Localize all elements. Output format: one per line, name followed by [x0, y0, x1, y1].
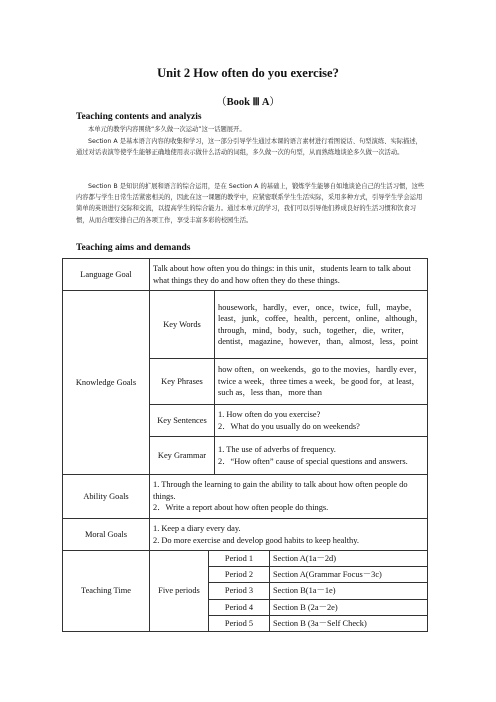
language-goal-text: Talk about how often you do things: in this unit，students learn to talk about what things they do and how often they do these things. [150, 259, 428, 291]
moral-goal-line: 1. Keep a diary every day. [153, 524, 241, 533]
aims-table [62, 258, 428, 632]
period-label: Period 2 [209, 567, 270, 583]
period-content: Section A(1a－2d) [270, 551, 428, 567]
key-grammar-label: Key Grammar [150, 437, 215, 475]
periods-table [150, 551, 427, 631]
key-phrases-text: how often，on weekends，go to the movies，hardly ever，twice a week，three times a week，be good for，at least，such as，less than，more than [215, 359, 428, 405]
contents-paragraph-3: Section B 是知识的扩展和语言的综合运用，是在 Section A 的基础上，锻炼学生能够自如地谈论自己的生活习惯，这些内容都与学生日常生活紧密相关的，因此在这一课题的教学中，应紧密联系学生生活实际，采用多种方式，引导学生学会运用简单的英语进行交际和交流，以提高学生的综合能力。通过本单元的学习，我们可以引导他们养成良好的生活习惯和饮食习惯，从而合理安排自己的各项工作，享受丰富多彩的校园生活。 [76, 183, 425, 224]
key-sentence-line: 1. How often do you exercise? [218, 410, 321, 419]
table-row [63, 259, 428, 291]
contents-heading: Teaching contents and analyzis [76, 112, 202, 122]
ability-goal-line: 2．Write a report about how often people do things. [153, 503, 329, 513]
key-words-text: housework，hardly，ever，once，twice，full，maybe，least，junk，coffee，health，percent，online，although，through，mind，body，such，together，die，writer，dentist，magazine，however，than，almost，less，point [215, 291, 428, 359]
period-content: Section B(1a－1e) [270, 583, 428, 599]
key-grammar-line: 2．“How often” cause of special questions and answers. [218, 456, 408, 466]
key-words-label: Key Words [150, 291, 215, 359]
period-label: Period 4 [209, 599, 270, 615]
key-sentences-label: Key Sentences [150, 405, 215, 437]
teaching-time-label: Teaching Time [63, 551, 150, 632]
period-content: Section B (2a－2e) [270, 599, 428, 615]
moral-goal-line: 2. Do more exercise and develop good habits to keep healthy. [153, 535, 359, 545]
subtitle-book: Book Ⅲ A [226, 97, 270, 108]
key-grammar-text [215, 437, 428, 475]
teaching-time-cell [150, 551, 428, 632]
period-row [150, 551, 427, 567]
period-label: Period 5 [209, 615, 270, 631]
ability-goals-text [150, 475, 428, 519]
knowledge-goals-label: Knowledge Goals [63, 291, 150, 475]
period-label: Period 3 [209, 583, 270, 599]
table-row [63, 475, 428, 519]
period-content: Section B (3a－Self Check) [273, 618, 367, 628]
aims-heading: Teaching aims and demands [76, 243, 191, 253]
table-row [63, 519, 428, 551]
contents-paragraph-1: 本单元的教学内容围绕“多久做一次运动”这一话题展开。 [88, 126, 246, 133]
moral-goals-text [150, 519, 428, 551]
ability-goal-line: 1. Through the learning to gain the ability to talk about how often people do things. [153, 480, 408, 501]
period-label: Period 1 [209, 551, 270, 567]
moral-goals-label: Moral Goals [63, 519, 150, 551]
table-row [63, 551, 428, 632]
contents-paragraph-2: Section A 是基本语言内容的收集和学习，这一部分引导学生通过本课的语言素材进行看图说话、句型演练、实际描述，通过对话表演等使学生能够正确地使用表示做什么活动的词组，多久做一次的句型，从而熟练地谈论多久做一次活动。 [76, 138, 422, 157]
key-phrases-label: Key Phrases [150, 359, 215, 405]
period-content: Section A(Grammar Focus－3c) [270, 567, 428, 583]
subtitle-close-paren: ） [269, 97, 280, 108]
key-grammar-line: 1. The use of adverbs of frequency. [218, 445, 336, 454]
ability-goals-label: Ability Goals [63, 475, 150, 519]
teaching-time-total: Five periods [150, 551, 209, 631]
book-subtitle [0, 94, 496, 109]
unit-title: Unit 2 How often do you exercise? [157, 66, 339, 80]
key-sentences-text [215, 405, 428, 437]
table-row [63, 291, 428, 359]
key-sentence-line: 2．What do you usually do on weekends? [218, 421, 360, 431]
subtitle-open-paren: （ [216, 97, 227, 108]
language-goal-label: Language Goal [63, 259, 150, 291]
